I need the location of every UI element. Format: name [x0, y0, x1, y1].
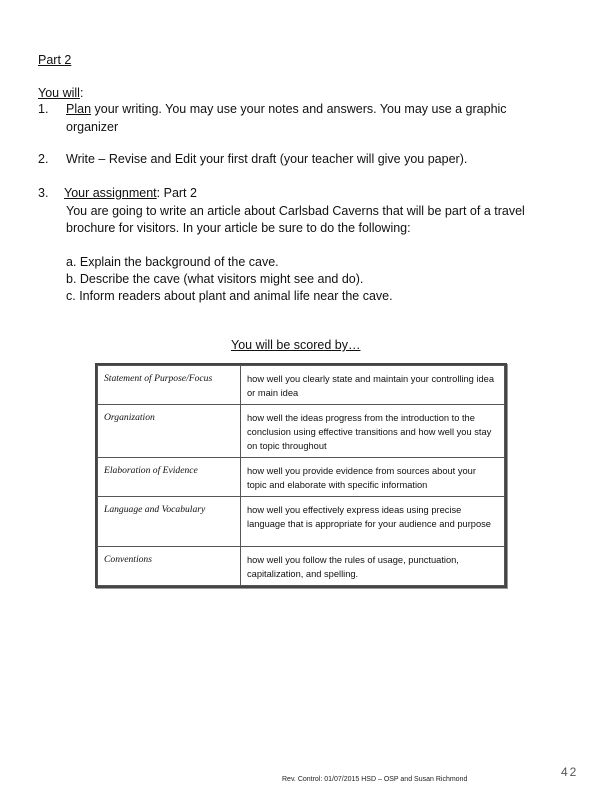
rubric-row — [98, 497, 505, 547]
step-2-number: 2. — [38, 152, 49, 166]
step-1-lead: Plan — [66, 102, 92, 116]
part-title: Part 2 — [38, 53, 72, 67]
step-3-line-3: brochure for visitors. In your article be sure to do the following: — [66, 221, 411, 235]
task-a: a. Explain the background of the cave. — [66, 255, 279, 269]
rubric-category: Language and Vocabulary — [98, 497, 241, 547]
task-b: b. Describe the cave (what visitors might see and do). — [66, 272, 364, 286]
rubric-description: how well you provide evidence from sources about your topic and elaborate with specific information — [241, 458, 505, 497]
you-will-label: You will — [38, 86, 80, 100]
rubric-category: Organization — [98, 405, 241, 458]
step-1-number: 1. — [38, 102, 49, 116]
page-number: 42 — [561, 765, 579, 779]
scored-by-heading: You will be scored by… — [231, 338, 361, 352]
rubric-category: Conventions — [98, 547, 241, 586]
step-3-line-2: You are going to write an article about Carlsbad Caverns that will be part of a travel — [66, 204, 525, 218]
rubric-description: how well you effectively express ideas using precise language that is appropriate for your audience and purpose — [241, 497, 505, 547]
step-1-text — [66, 101, 586, 117]
assignment-label: Your assignment — [64, 186, 157, 200]
step-2-text: Write – Revise and Edit your first draft (your teacher will give you paper). — [66, 152, 468, 166]
rubric-row — [98, 547, 505, 586]
step-3-heading — [64, 185, 197, 201]
assignment-part: : Part 2 — [156, 186, 197, 200]
rubric-category: Elaboration of Evidence — [98, 458, 241, 497]
step-1-rest: your writing. You may use your notes and answers. You may use a graphic — [91, 102, 507, 116]
rubric-table — [95, 363, 507, 588]
rubric-row — [98, 366, 505, 405]
task-c: c. Inform readers about plant and animal life near the cave. — [66, 289, 393, 303]
rubric-row — [98, 405, 505, 458]
rubric-description: how well you follow the rules of usage, punctuation, capitalization, and spelling. — [241, 547, 505, 586]
rubric-description: how well the ideas progress from the introduction to the conclusion using effective transitions and how well you stay on topic throughout — [241, 405, 505, 458]
step-3-number: 3. — [38, 186, 49, 200]
rubric-description: how well you clearly state and maintain your controlling idea or main idea — [241, 366, 505, 405]
you-will-colon: : — [79, 86, 84, 100]
rubric-row — [98, 458, 505, 497]
rubric-category: Statement of Purpose/Focus — [98, 366, 241, 405]
footer-revision: Rev. Control: 01/07/2015 HSD – OSP and Susan Richmond — [282, 776, 468, 783]
you-will-heading — [38, 85, 83, 101]
step-1-continuation: organizer — [66, 120, 119, 134]
